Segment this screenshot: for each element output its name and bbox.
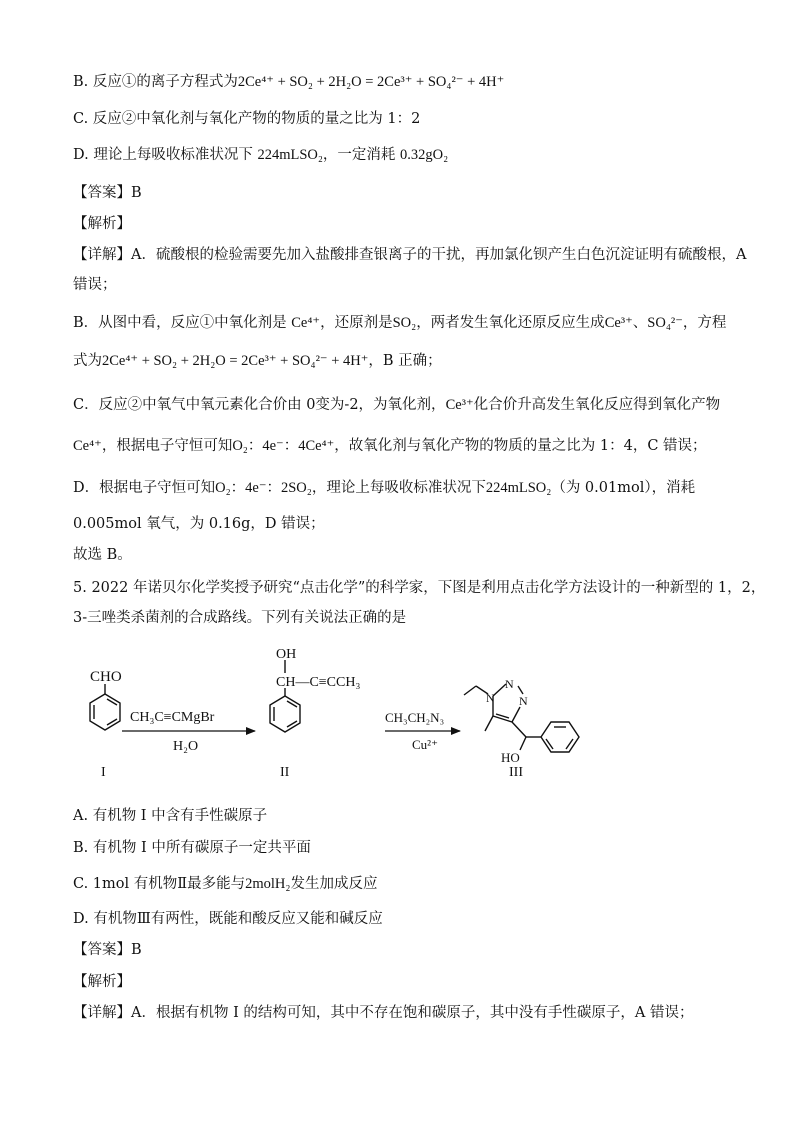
compound-iii-hydroxyl: HO — [501, 750, 520, 765]
compound-label-iii: III — [509, 765, 523, 780]
synthesis-scheme — [60, 640, 760, 790]
analysis-label: 【解析】 — [73, 216, 131, 232]
compound-label-i: I — [101, 765, 106, 780]
choice-conclusion: 故选 B。 — [73, 547, 132, 563]
detail-a-line2: 错误； — [73, 277, 117, 293]
detail-a-line1: 【详解】A．硫酸根的检验需要先加入盐酸排查银离子的干扰，再加氯化钡产生白色沉淀证明有硫酸根，A — [73, 247, 747, 263]
reagent-2-below: Cu²⁺ — [412, 737, 438, 752]
compound-i-structure — [90, 684, 120, 730]
reagent-1: CH₃C≡CMgBr — [130, 710, 215, 725]
q5-option-c: C. 1mol 有机物Ⅱ最多能与2molH₂发生加成反应 — [73, 876, 378, 892]
arrow-2-head — [451, 727, 461, 735]
q5-answer-label: 【答案】B — [73, 942, 142, 958]
detail-d-line2: 0.005mol 氧气，为 0.16g，D 错误； — [73, 516, 325, 532]
detail-b-line2: 式为2Ce⁴⁺ + SO₂ + 2H₂O = 2Ce³⁺ + SO₄²⁻ + 4H⁺，B 正确； — [73, 353, 442, 369]
hydroxyl-group: OH — [276, 647, 297, 662]
alkyne-chain: CH—C≡CCH₃ — [276, 675, 361, 690]
option-c: C. 反应②中氧化剂与氧化产物的物质的量之比为 1：2 — [73, 111, 421, 127]
q5-option-d: D. 有机物Ⅲ有两性，既能和酸反应又能和碱反应 — [73, 911, 383, 927]
reagent-1-below: H₂O — [173, 739, 199, 754]
question5-stem-line2: 3-三唑类杀菌剂的合成路线。下列有关说法正确的是 — [73, 610, 407, 626]
q5-analysis-label: 【解析】 — [73, 974, 131, 990]
q5-detail-a: 【详解】A．根据有机物 I 的结构可知，其中不存在饱和碳原子，其中没有手性碳原子，A 错误； — [73, 1005, 694, 1021]
triazole-n3: N — [519, 694, 528, 708]
option-b: B. 反应①的离子方程式为2Ce⁴⁺ + SO₂ + 2H₂O = 2Ce³⁺ + SO₄²⁻ + 4H⁺ — [73, 74, 505, 90]
detail-c-line2: Ce⁴⁺，根据电子守恒可知O₂：4e⁻：4Ce⁴⁺，故氧化剂与氧化产物的物质的量之比为 1：4，C 错误； — [73, 438, 707, 454]
q5-option-b: B. 有机物 I 中所有碳原子一定共平面 — [73, 840, 311, 856]
detail-d-line1: D．根据电子守恒可知O₂：4e⁻：2SO₂，理论上每吸收标准状况下224mLSO₂（为 0.01mol），消耗 — [73, 480, 696, 496]
cho-group: CHO — [90, 669, 122, 685]
question5-stem-line1: 5. 2022 年诺贝尔化学奖授予研究“点击化学”的科学家，下图是利用点击化学方法设计的一种新型的 1，2， — [73, 580, 766, 596]
answer-label: 【答案】B — [73, 185, 142, 201]
triazole-n2: N — [505, 677, 514, 691]
arrow-1-head — [246, 727, 256, 735]
detail-c-line1: C．反应②中氧气中氧元素化合价由 0变为-2，为氧化剂，Ce³⁺化合价升高发生氧化反应得到氧化产物 — [73, 397, 721, 413]
ionic-equation: 2Ce⁴⁺ + SO₂ + 2H₂O = 2Ce³⁺ + SO₄²⁻ + 4H⁺ — [237, 74, 505, 90]
triazole-n1: N — [486, 691, 495, 705]
detail-b-line1: B．从图中看，反应①中氧化剂是 Ce⁴⁺，还原剂是SO₂，两者发生氧化还原反应生成Ce³⁺、SO₄²⁻，方程 — [73, 315, 727, 331]
option-d: D. 理论上每吸收标准状况下 224mLSO₂，一定消耗 0.32gO₂ — [73, 147, 449, 163]
q5-option-a: A. 有机物 I 中含有手性碳原子 — [73, 808, 268, 824]
reagent-2: CH₃CH₂N₃ — [385, 710, 445, 725]
compound-ii-structure — [270, 660, 300, 732]
compound-label-ii: II — [280, 765, 290, 780]
